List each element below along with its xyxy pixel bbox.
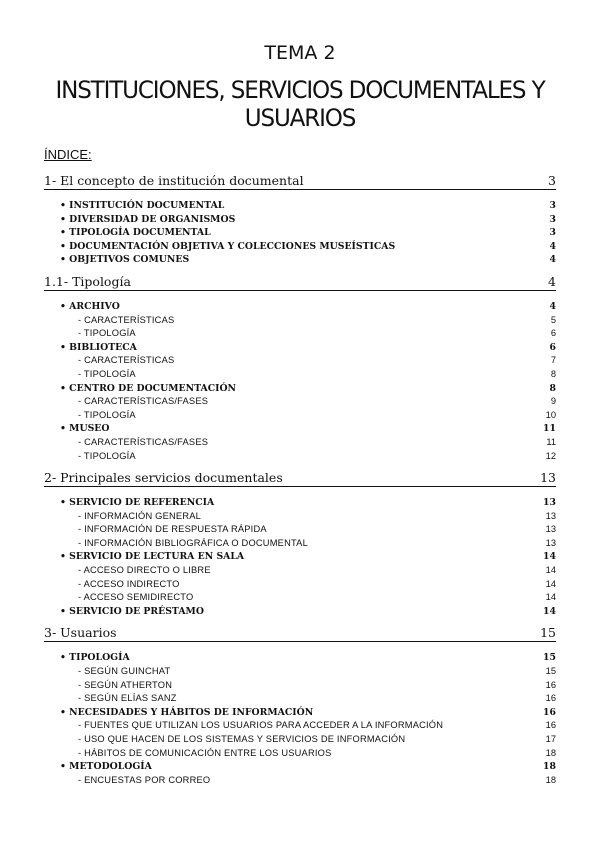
toc-entry-label: - CARACTERÍSTICAS [78,314,175,325]
toc-subentry[interactable] [44,774,556,788]
toc-entry-label: - ENCUESTAS POR CORREO [78,774,211,785]
toc-entry-page: 8 [550,368,556,379]
toc-subentry[interactable] [44,665,556,679]
toc-entry-label: - CARACTERÍSTICAS/FASES [78,396,209,407]
toc-entry[interactable] [44,706,556,720]
toc-entry-page: 14 [543,605,556,617]
toc-subentry[interactable] [44,395,556,409]
toc-entry-page: 13 [545,510,556,521]
toc-entry-page: 13 [545,524,556,535]
toc-entry-page: 18 [545,747,556,758]
toc-entry[interactable] [44,550,556,564]
toc-entry-label: - TIPOLOGÍA [78,409,136,420]
toc-entry-page: 16 [545,720,556,731]
toc-subentry[interactable] [44,354,556,368]
toc-subentry[interactable] [44,368,556,382]
toc-entry-page: 18 [545,774,556,785]
toc-entry-page: 6 [550,328,556,339]
toc-entry-page: 12 [545,450,556,461]
toc-entry[interactable] [44,651,556,665]
toc-subentry[interactable] [44,564,556,578]
toc-entry[interactable] [44,341,556,355]
toc-entry-page: 9 [550,396,556,407]
toc-entry-page: 8 [549,382,556,394]
toc-entry-label: • SERVICIO DE REFERENCIA [60,497,215,509]
toc-entry-page: 5 [550,314,556,325]
toc-entry-page: 18 [543,761,556,773]
toc-section-title: 2- Principales servicios documentales [44,470,283,486]
toc-entry-page: 16 [545,693,556,704]
toc-entry-group [44,199,556,267]
toc-entry[interactable] [44,199,556,213]
toc-entry-page: 4 [549,240,556,252]
toc-entry[interactable] [44,496,556,510]
toc-subentry[interactable] [44,409,556,423]
toc-entry-label: - SEGÚN ATHERTON [78,679,173,690]
toc-entry[interactable] [44,382,556,396]
toc-entry-label: - INFORMACIÓN BIBLIOGRÁFICA O DOCUMENTAL [78,537,308,548]
toc-entry-page: 11 [543,423,556,435]
toc-entry-page: 3 [549,227,556,239]
toc-entry-group [44,496,556,618]
toc-entry-page: 14 [545,592,556,603]
toc-section-title: 3- Usuarios [44,625,117,641]
toc-entry-label: - TIPOLOGÍA [78,328,136,339]
toc-entry-page: 14 [545,578,556,589]
toc-entry-label: - SEGÚN ELÍAS SANZ [78,693,177,704]
toc-subentry[interactable] [44,537,556,551]
toc-entry-label: • OBJETIVOS COMUNES [60,254,190,266]
toc-entry-label: - SEGÚN GUINCHAT [78,666,171,677]
toc-entry[interactable] [44,213,556,227]
page-title [12,76,588,132]
toc-entry-page: 4 [549,300,556,312]
toc-section-page: 4 [548,273,556,289]
toc-entry-page: 15 [543,652,556,664]
toc-entry-label: • NECESIDADES Y HÁBITOS DE INFORMACIÓN [60,706,314,718]
toc-entry[interactable] [44,253,556,267]
toc-entry-page: 16 [545,679,556,690]
toc-entry[interactable] [44,760,556,774]
toc-section-title: 1.1- Tipología [44,273,131,289]
toc-entry-page: 14 [543,551,556,563]
toc-entry-label: • ARCHIVO [60,300,120,312]
toc-entry-label: • BIBLIOTECA [60,341,137,353]
toc-entry-label: - INFORMACIÓN GENERAL [78,510,202,521]
toc-subentry[interactable] [44,578,556,592]
toc-entry-page: 14 [545,565,556,576]
toc-entry-page: 13 [543,497,556,509]
toc-subentry[interactable] [44,450,556,464]
toc-section[interactable] [44,173,556,190]
toc-subentry[interactable] [44,591,556,605]
index-label: ÍNDICE: [44,147,92,162]
toc-entry-label: • TIPOLOGÍA [60,652,130,664]
toc-subentry[interactable] [44,327,556,341]
toc-entry-label: - FUENTES QUE UTILIZAN LOS USUARIOS PARA ACCEDER A LA INFORMACIÓN [78,720,444,731]
toc-subentry[interactable] [44,436,556,450]
toc-section-page: 15 [540,625,556,641]
toc-entry-page: 15 [545,666,556,677]
toc-entry-label: • SERVICIO DE LECTURA EN SALA [60,551,245,563]
toc-entry-label: • TIPOLOGÍA DOCUMENTAL [60,227,211,239]
toc-entry-label: • DOCUMENTACIÓN OBJETIVA Y COLECCIONES MUSEÍSTICAS [60,240,396,252]
toc-section[interactable] [44,274,556,291]
table-of-contents [44,173,556,793]
toc-entry-label: - ACCESO DIRECTO O LIBRE [78,565,211,576]
toc-entry-label: - CARACTERÍSTICAS [78,355,175,366]
toc-entry-page: 10 [545,409,556,420]
toc-section[interactable] [44,625,556,642]
toc-entry-page: 17 [545,734,556,744]
toc-entry-label: • DIVERSIDAD DE ORGANISMOS [60,213,236,225]
toc-subentry[interactable] [44,679,556,693]
toc-subentry[interactable] [44,733,556,747]
toc-section[interactable] [44,470,556,487]
toc-entry-page: 7 [550,355,556,366]
toc-entry-label: - USO QUE HACEN DE LOS SISTEMAS Y SERVICIOS DE INFORMACIÓN [78,734,406,744]
tema-heading: TEMA 2 [264,42,336,64]
toc-entry-label: • MUSEO [60,423,110,435]
toc-entry-page: 3 [549,200,556,211]
toc-subentry[interactable] [44,747,556,761]
toc-entry-group [44,651,556,787]
toc-subentry[interactable] [44,692,556,706]
toc-entry-label: - HÁBITOS DE COMUNICACIÓN ENTRE LOS USUARIOS [78,747,332,758]
title-line-2: USUARIOS [244,104,356,132]
toc-entry-label: - INFORMACIÓN DE RESPUESTA RÁPIDA [78,524,267,535]
toc-entry[interactable] [44,226,556,240]
toc-entry-label: • CENTRO DE DOCUMENTACIÓN [60,382,237,394]
toc-section-page: 3 [548,173,556,188]
toc-entry-label: • SERVICIO DE PRÉSTAMO [60,605,204,617]
toc-entry-label: • METODOLOGÍA [60,761,152,773]
toc-entry-page: 4 [549,254,556,266]
toc-entry-label: - ACCESO SEMIDIRECTO [78,592,194,603]
toc-subentry[interactable] [44,510,556,524]
toc-entry-page: 13 [545,537,556,548]
toc-section-page: 13 [540,470,556,486]
toc-entry[interactable] [44,240,556,254]
toc-entry-page: 3 [549,213,556,225]
toc-entry-label: - ACCESO INDIRECTO [78,578,180,589]
toc-entry[interactable] [44,300,556,314]
toc-subentry[interactable] [44,719,556,733]
toc-entry-page: 16 [543,706,556,718]
toc-subentry[interactable] [44,314,556,328]
toc-entry-label: • INSTITUCIÓN DOCUMENTAL [60,200,225,211]
toc-entry-label: - CARACTERÍSTICAS/FASES [78,436,209,447]
toc-entry-page: 6 [549,341,556,353]
toc-entry-label: - TIPOLOGÍA [78,368,136,379]
toc-subentry[interactable] [44,523,556,537]
toc-entry-label: - TIPOLOGÍA [78,450,136,461]
toc-entry[interactable] [44,422,556,436]
toc-entry-group [44,300,556,463]
title-line-1: INSTITUCIONES, SERVICIOS DOCUMENTALES Y [55,76,545,104]
toc-entry[interactable] [44,605,556,619]
toc-entry-page: 11 [546,436,556,447]
toc-section-title: 1- El concepto de institución documental [44,173,304,188]
